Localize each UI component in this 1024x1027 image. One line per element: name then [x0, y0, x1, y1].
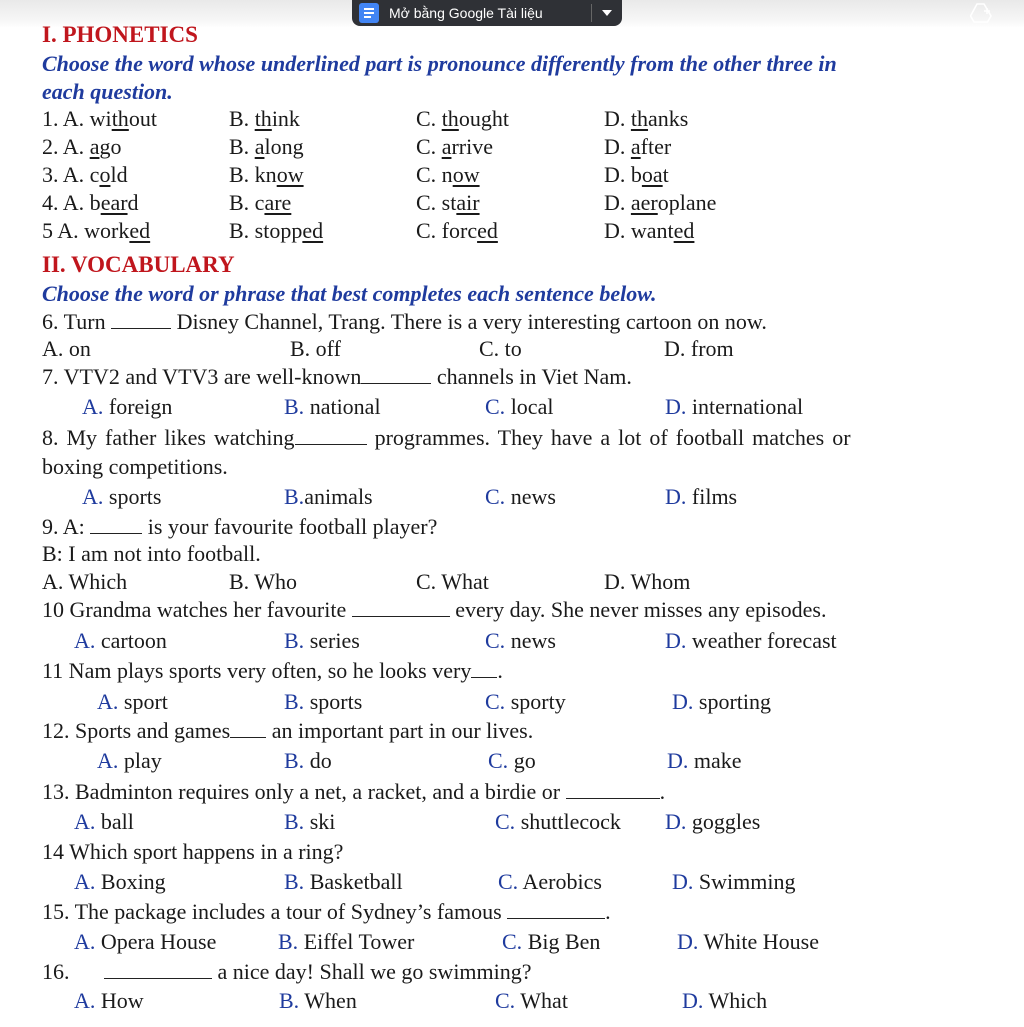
question-5	[0, 216, 1024, 246]
q6-options	[0, 334, 1024, 364]
q10-options	[0, 626, 1024, 656]
q15-options	[0, 927, 1024, 957]
q9-option-a: A. Which	[42, 569, 128, 594]
q8-options	[0, 482, 1024, 512]
q10-option-d: D. weather forecast	[665, 628, 837, 653]
question-3	[0, 160, 1024, 190]
q10-option-b: B. series	[284, 628, 360, 653]
q2-option-c: C. arrive	[416, 134, 493, 159]
q7-option-c: C. local	[485, 394, 554, 419]
answer-blank	[566, 780, 660, 799]
q8-option-c: C. news	[485, 484, 556, 509]
vocabulary-heading-row	[0, 250, 1024, 280]
q8-option-b: B.animals	[284, 484, 373, 509]
q4-option-b: B. care	[229, 190, 292, 215]
q14-option-a: A. Boxing	[74, 869, 166, 894]
q16-number: 16.	[42, 959, 70, 984]
q3-option-c: C. now	[416, 162, 480, 187]
q15-option-d: D. White House	[677, 929, 819, 954]
q15-option-c: C. Big Ben	[502, 929, 601, 954]
answer-blank	[352, 598, 450, 617]
q7-stem: 7. VTV2 and VTV3 are well-known channels in Viet Nam.	[42, 364, 632, 389]
q6-option-d: D. from	[664, 336, 734, 361]
q11-stem: 11 Nam plays sports very often, so he looks very .	[42, 658, 503, 683]
question-9-line-2	[0, 539, 1024, 569]
q11-option-c: C. sporty	[485, 689, 566, 714]
phonetics-instruction-row-2	[0, 77, 1024, 107]
q7-options	[0, 392, 1024, 422]
q5-option-b: B. stopped	[229, 218, 324, 243]
q8-stem: 8. My father likes watching programmes. They have a lot of football matches or	[42, 425, 851, 450]
phonetics-title: I. PHONETICS	[42, 22, 198, 47]
answer-blank	[471, 659, 497, 678]
q9-option-c: C. What	[416, 569, 489, 594]
q16-option-d: D. Which	[682, 988, 768, 1013]
q7-option-a: A. foreign	[82, 394, 173, 419]
q4-option-c: C. stair	[416, 190, 480, 215]
q3-option-a: 3. A. cold	[42, 162, 128, 187]
q1-option-d: D. thanks	[604, 106, 689, 131]
vocabulary-instruction-row	[0, 279, 1024, 309]
phonetics-instruction-row	[0, 49, 1024, 79]
q9-option-d: D. Whom	[604, 569, 691, 594]
q1-option-a: 1. A. without	[42, 106, 157, 131]
question-4	[0, 188, 1024, 218]
q12-option-a: A. play	[97, 748, 162, 773]
q15-option-b: B. Eiffel Tower	[278, 929, 415, 954]
answer-blank	[104, 960, 212, 979]
vocabulary-instruction: Choose the word or phrase that best completes each sentence below.	[42, 281, 657, 306]
question-1	[0, 104, 1024, 134]
q10-stem: 10 Grandma watches her favourite every day. She never misses any episodes.	[42, 597, 827, 622]
question-8	[0, 423, 1024, 453]
q2-option-a: 2. A. ago	[42, 134, 122, 159]
q6-option-c: C. to	[479, 336, 522, 361]
q11-option-a: A. sport	[97, 689, 168, 714]
q4-option-a: 4. A. beard	[42, 190, 139, 215]
question-13	[0, 777, 1024, 807]
q9-response: B: I am not into football.	[42, 541, 261, 566]
q13-option-b: B. ski	[284, 809, 336, 834]
answer-blank	[111, 310, 171, 329]
question-15	[0, 897, 1024, 927]
q12-stem: 12. Sports and games an important part in our lives.	[42, 718, 534, 743]
question-11	[0, 656, 1024, 686]
question-2	[0, 132, 1024, 162]
answer-blank	[295, 426, 367, 445]
q6-option-b: B. off	[290, 336, 341, 361]
q7-option-d: D. international	[665, 394, 804, 419]
q12-option-c: C. go	[488, 748, 536, 773]
q4-option-d: D. aeroplane	[604, 190, 717, 215]
q10-option-a: A. cartoon	[74, 628, 167, 653]
question-10	[0, 595, 1024, 625]
q1-option-c: C. thought	[416, 106, 509, 131]
q12-options	[0, 746, 1024, 776]
q11-option-b: B. sports	[284, 689, 363, 714]
q8-stem-continued: boxing competitions.	[42, 454, 228, 479]
q8-option-a: A. sports	[82, 484, 162, 509]
q14-option-d: D. Swimming	[672, 869, 796, 894]
q7-option-b: B. national	[284, 394, 381, 419]
answer-blank	[230, 719, 266, 738]
question-12	[0, 716, 1024, 746]
q6-option-a: A. on	[42, 336, 91, 361]
q12-option-d: D. make	[667, 748, 742, 773]
vocabulary-title: II. VOCABULARY	[42, 252, 235, 277]
q2-option-b: B. along	[229, 134, 304, 159]
q14-option-c: C. Aerobics	[498, 869, 602, 894]
caret-down-icon[interactable]	[602, 10, 612, 16]
open-with-label: Mở bằng Google Tài liệu	[389, 5, 543, 21]
q5-option-a: 5 A. worked	[42, 218, 151, 243]
q12-option-b: B. do	[284, 748, 332, 773]
q13-option-c: C. shuttlecock	[495, 809, 621, 834]
phonetics-instruction-2: each question.	[42, 79, 173, 104]
q16-option-a: A. How	[74, 988, 144, 1013]
q9-option-b: B. Who	[229, 569, 298, 594]
question-6	[0, 307, 1024, 337]
q8-option-d: D. films	[665, 484, 738, 509]
q3-option-d: D. boat	[604, 162, 669, 187]
q5-option-c: C. forced	[416, 218, 498, 243]
question-9	[0, 512, 1024, 542]
q9-stem: 9. A: is your favourite football player?	[42, 514, 438, 539]
q5-option-d: D. wanted	[604, 218, 695, 243]
answer-blank	[361, 365, 431, 384]
q11-options	[0, 687, 1024, 717]
q11-option-d: D. sporting	[672, 689, 772, 714]
phonetics-instruction-1: Choose the word whose underlined part is pronounce differently from the other three in	[42, 51, 837, 76]
question-14	[0, 837, 1024, 867]
q15-option-a: A. Opera House	[74, 929, 217, 954]
q13-option-d: D. goggles	[665, 809, 761, 834]
q2-option-d: D. after	[604, 134, 672, 159]
q9-options	[0, 567, 1024, 597]
question-7	[0, 362, 1024, 392]
q14-stem: 14 Which sport happens in a ring?	[42, 839, 344, 864]
q3-option-b: B. know	[229, 162, 304, 187]
q15-stem: 15. The package includes a tour of Sydney’s famous .	[42, 899, 611, 924]
q16-option-b: B. When	[279, 988, 357, 1013]
q14-options	[0, 867, 1024, 897]
q13-option-a: A. ball	[74, 809, 134, 834]
q16-option-c: C. What	[495, 988, 568, 1013]
q14-option-b: B. Basketball	[284, 869, 403, 894]
answer-blank	[507, 900, 605, 919]
q16-stem: a nice day! Shall we go swimming?	[104, 957, 532, 987]
q13-options	[0, 807, 1024, 837]
answer-blank	[90, 515, 142, 534]
q10-option-c: C. news	[485, 628, 556, 653]
phonetics-heading-row	[0, 20, 1024, 50]
q13-stem: 13. Badminton requires only a net, a racket, and a birdie or .	[42, 779, 666, 804]
q16-options	[0, 986, 1024, 1016]
q6-stem: 6. Turn Disney Channel, Trang. There is a very interesting cartoon on now.	[42, 309, 767, 334]
question-16	[0, 957, 1024, 987]
question-8-line-2	[0, 452, 1024, 482]
q1-option-b: B. think	[229, 106, 300, 131]
